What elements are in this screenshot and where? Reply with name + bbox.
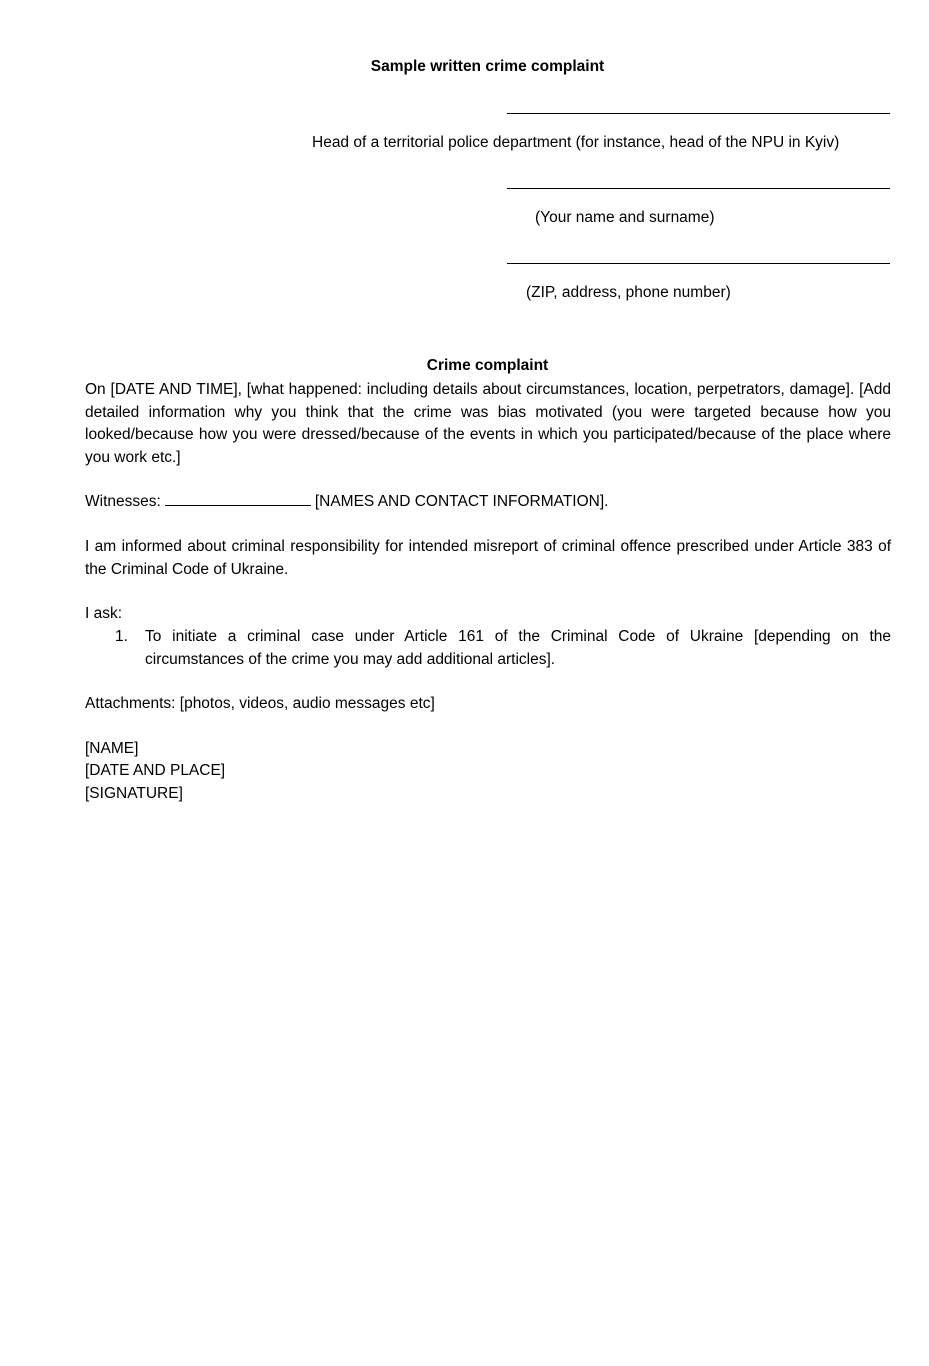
signature-date-place: [DATE AND PLACE] [85, 762, 226, 779]
ask-label: I ask: [85, 605, 123, 622]
request-text: To initiate a criminal case under Article 161 of the Criminal Code of Ukraine [depending on the circumstances of the crime you may add additional articles]. [145, 628, 891, 668]
signature-name: [NAME] [85, 740, 139, 757]
complaint-body: On [DATE AND TIME], [what happened: including details about circumstances, location, perpetrators, damage]. [Add detailed information why you think that the crime was bias motivated (you were targeted because how you looked/because how you were dressed/because of the events in which you participated/because of the place where you work etc.] [85, 381, 891, 466]
recipient-blank-line [507, 113, 890, 114]
attachments-line: Attachments: [photos, videos, audio messages etc] [85, 695, 435, 712]
complaint-title: Crime complaint [426, 357, 549, 374]
signature-field: [SIGNATURE] [85, 785, 183, 802]
witnesses-line [85, 491, 608, 514]
request-number: 1. [115, 628, 128, 645]
witnesses-value: [NAMES AND CONTACT INFORMATION]. [314, 493, 609, 510]
name-hint: (Your name and surname) [535, 209, 715, 226]
recipient-label: Head of a territorial police department (for instance, head of the NPU in Kyiv) [312, 134, 840, 151]
responsibility-statement: I am informed about criminal responsibility for intended misreport of criminal offence prescribed under Article 383 of the Criminal Code of Ukraine. [85, 538, 891, 578]
witnesses-blank [165, 491, 311, 506]
address-hint: (ZIP, address, phone number) [526, 284, 731, 301]
document-title: Sample written crime complaint [370, 58, 605, 75]
name-blank-line [507, 188, 890, 189]
witnesses-label: Witnesses: [85, 493, 161, 510]
address-blank-line [507, 263, 890, 264]
